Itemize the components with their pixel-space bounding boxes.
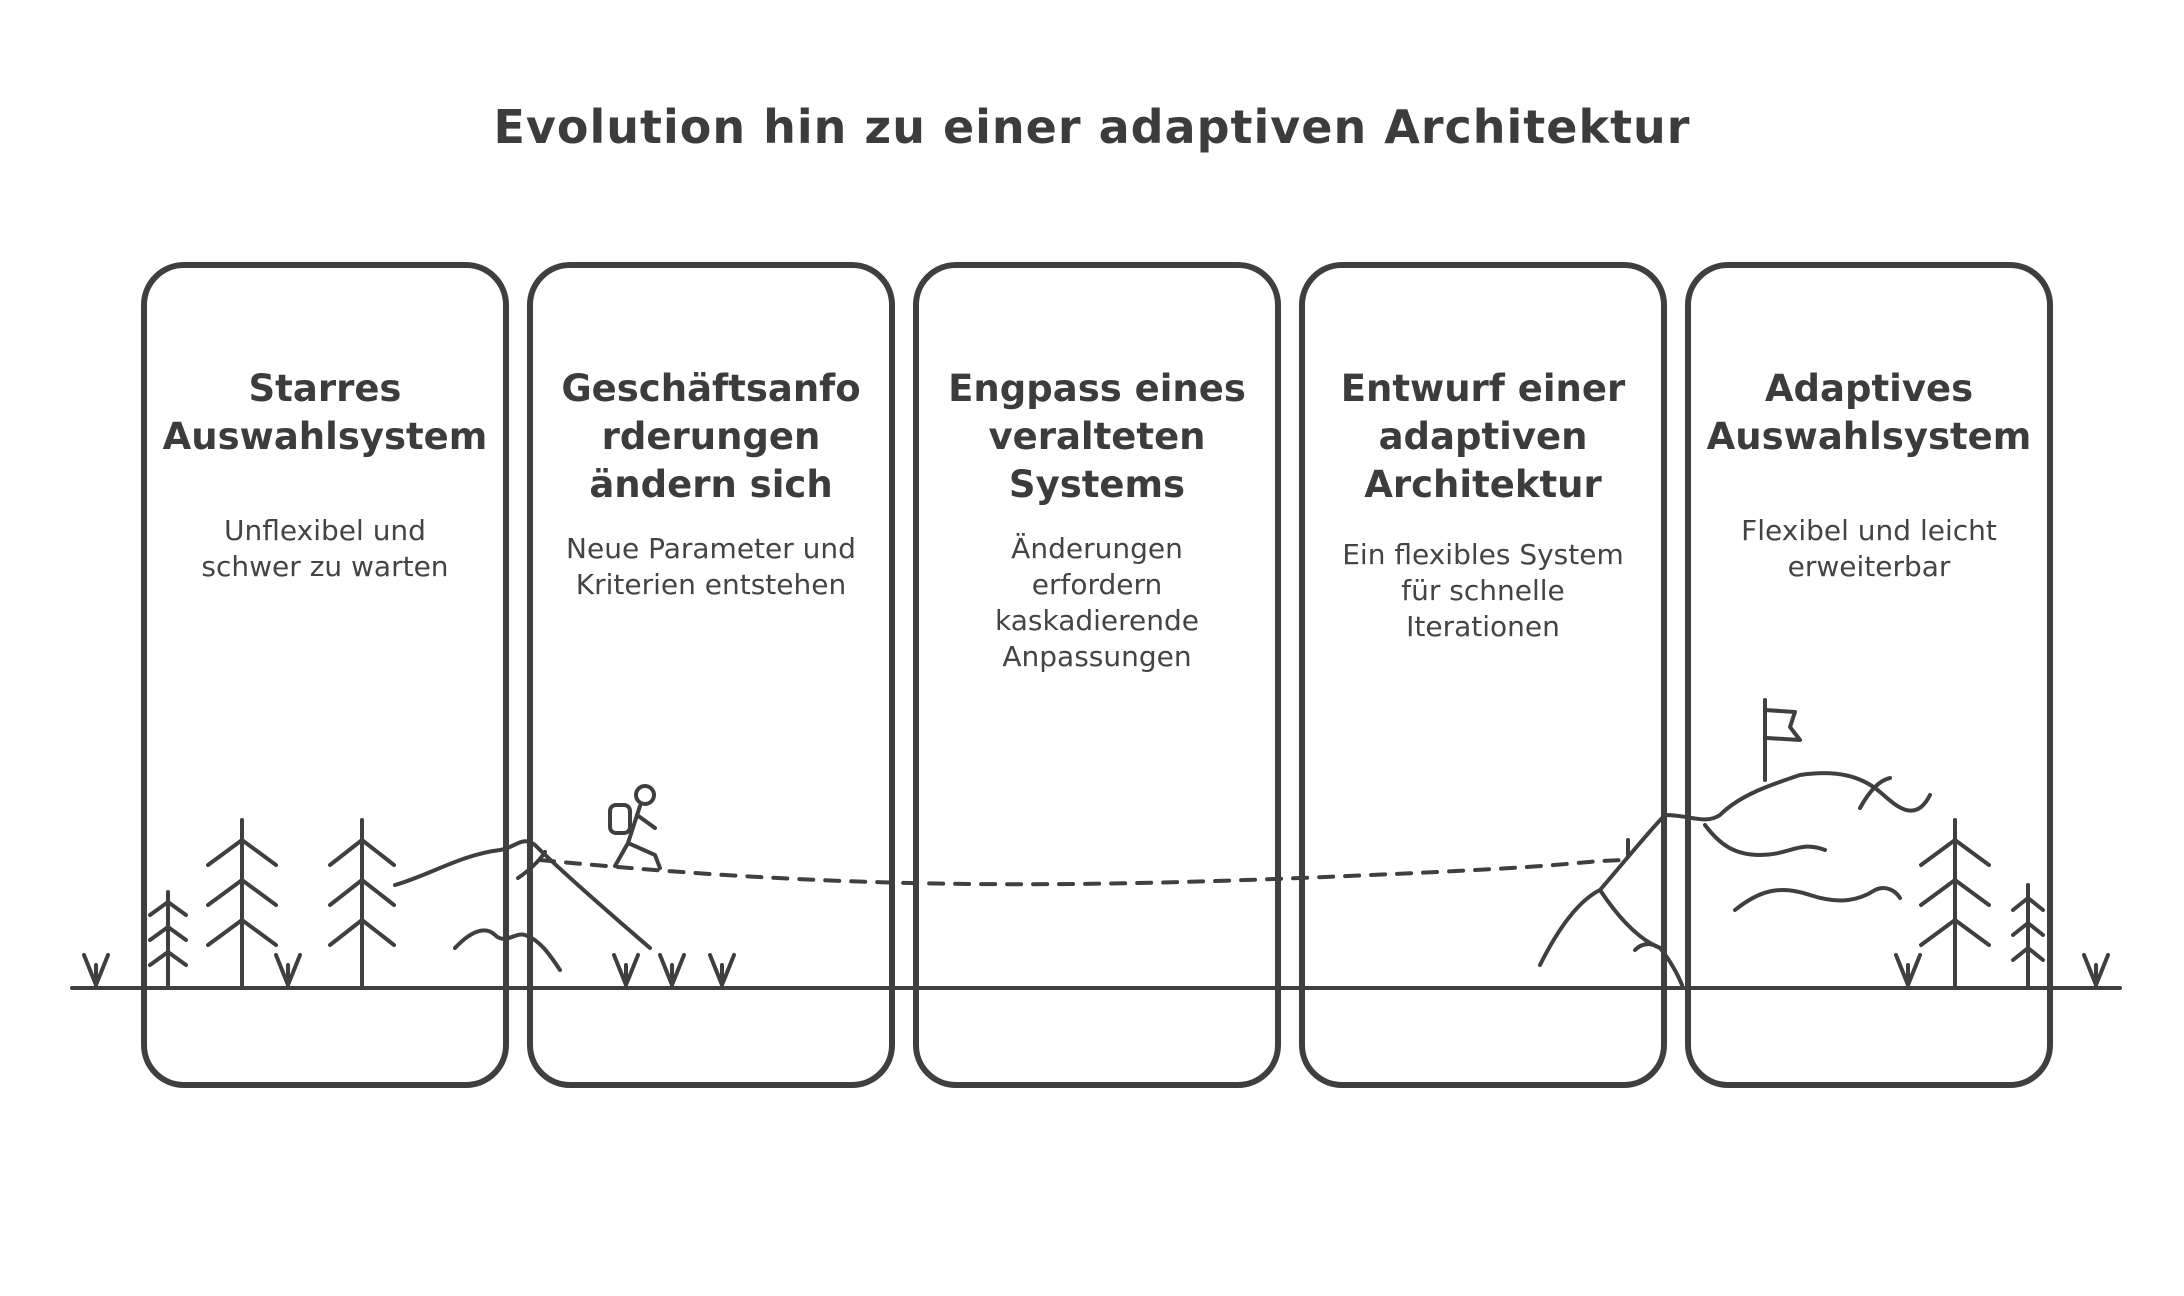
tree-icon [150,892,186,985]
grass-icon [276,955,300,985]
tree-icon [330,820,394,985]
mountain-icon [395,841,650,948]
mountain-icon [1705,825,1825,855]
stage-5 [1699,365,2039,585]
stage-5-description: Flexibel und leicht erweiterbar [1741,514,1997,583]
mountain-icon [1600,773,1930,890]
mountain-icon [1635,944,1660,950]
mountain-icon [1540,890,1682,985]
stage-1-description: Unflexibel und schwer zu warten [201,514,449,583]
stage-3-title: Engpass eines veralteten Systems [948,367,1246,506]
dashed-path [540,860,1625,884]
stage-1 [155,365,495,585]
grass-icon [1896,955,1920,985]
stage-3 [927,365,1267,675]
stage-5-title: Adaptives Auswahlsystem [1706,367,2032,458]
tree-icon [1921,820,1989,985]
stage-4 [1313,365,1653,645]
stage-2-title: Geschäftsanfo rderungen ändern sich [561,367,861,506]
stage-3-description: Änderungen erfordern kaskadierende Anpassungen [995,532,1199,673]
tree-icon [2013,885,2043,985]
stage-4-title: Entwurf einer adaptiven Architektur [1340,367,1626,506]
hiker-icon [610,786,660,868]
grass-icon [710,955,734,985]
stage-4-description: Ein flexibles System für schnelle Iterationen [1342,538,1624,643]
tree-icon [208,820,276,985]
grass-icon [2084,955,2108,985]
diagram-title: Evolution hin zu einer adaptiven Architektur [493,100,1691,154]
grass-icon [614,955,638,985]
mountain-icon [1735,888,1900,910]
grass-icon [84,955,108,985]
flag-icon [1765,700,1800,780]
grass-icon [660,955,684,985]
stage-1-title: Starres Auswahlsystem [162,367,488,458]
stage-2-description: Neue Parameter und Kriterien entstehen [566,532,856,601]
stage-2 [541,365,881,603]
